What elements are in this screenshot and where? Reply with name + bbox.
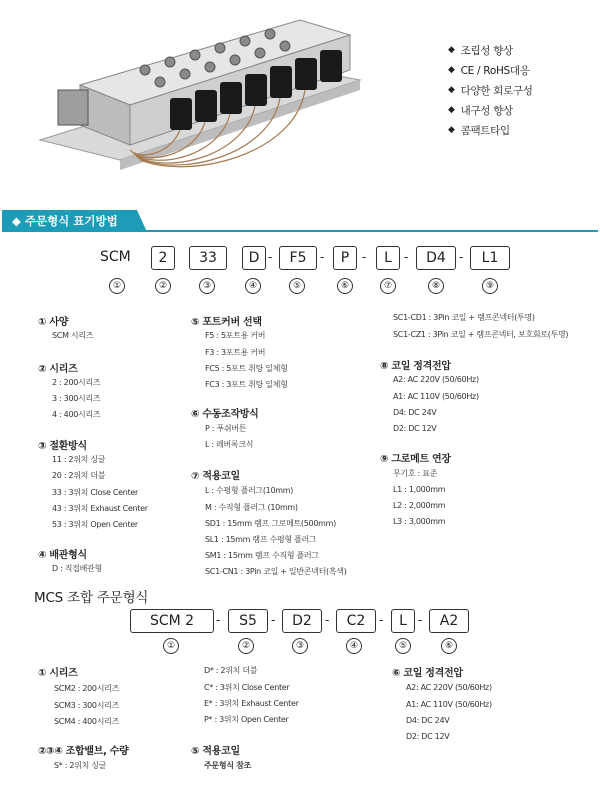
code-box: S5 (228, 609, 268, 633)
code-box: F5 (279, 246, 317, 270)
spec-item: SCM2 : 200시리즈 (54, 684, 119, 693)
code-dash: - (320, 250, 325, 264)
spec-item: SCM 시리즈 (52, 331, 94, 340)
code-box: D4 (416, 246, 456, 270)
spec-heading: ④ 배관형식 (38, 550, 87, 561)
spec-heading: ⑦ 적용코일 (191, 471, 240, 482)
marker-circle: ③ (292, 638, 308, 654)
code-prefix: SCM (100, 249, 131, 265)
spec-item: 3 : 300시리즈 (52, 394, 101, 403)
spec-item: A2: AC 220V (50/60Hz) (393, 375, 479, 384)
spec-item: SD1 : 15mm 램프 그로메트(500mm) (205, 519, 336, 528)
marker-circle: ⑤ (289, 278, 305, 294)
code-dash: - (459, 250, 464, 264)
feature-item: ◆ CE / RoHS대응 (448, 64, 530, 77)
spec-item: SCM3 : 300시리즈 (54, 701, 119, 710)
marker-circle: ⑤ (395, 638, 411, 654)
marker-circle: ④ (346, 638, 362, 654)
spec-item: E* : 3위치 Exhaust Center (204, 699, 299, 708)
spec-heading: ① 시리즈 (38, 668, 78, 679)
code-box: L (391, 609, 415, 633)
code-dash: - (362, 250, 367, 264)
spec-item: C* : 3위치 Close Center (204, 683, 290, 692)
spec-item: D* : 2위치 더블 (204, 666, 258, 675)
spec-heading: ⑤ 포트커버 선택 (191, 317, 262, 328)
spec-item: 2 : 200시리즈 (52, 378, 101, 387)
section-title: 주문형식 표기방법 (24, 214, 118, 228)
spec-item: FC3 : 3포트 취탕 일체형 (205, 380, 288, 389)
spec-item: A2: AC 220V (50/60Hz) (406, 683, 492, 692)
spec-heading: ③ 절환방식 (38, 441, 87, 452)
code-dash: - (404, 250, 409, 264)
section-header-line (2, 230, 598, 232)
marker-circle: ⑥ (441, 638, 457, 654)
spec-item: 20 : 2위치 더블 (52, 471, 106, 480)
spec-item: A1: AC 110V (50/60Hz) (406, 700, 492, 709)
spec-item: L : 수평형 플러그(10mm) (205, 486, 294, 495)
spec-item: 53 : 3위치 Open Center (52, 520, 138, 529)
spec-note: 주문형식 참조 (204, 761, 252, 770)
marker-circle: ⑥ (337, 278, 353, 294)
code-dash: - (216, 613, 221, 627)
spec-heading: ⑧ 코일 정격전압 (380, 361, 451, 372)
product-image (20, 10, 420, 190)
code-box: P (333, 246, 357, 270)
spec-item: D2: DC 12V (393, 424, 437, 433)
code-box: 33 (189, 246, 227, 270)
marker-circle: ⑦ (380, 278, 396, 294)
spec-item: SM1 : 15mm 램프 수직형 플러그 (205, 551, 319, 560)
spec-item: 4 : 400시리즈 (52, 410, 101, 419)
spec-heading: ⑤ 적용코일 (191, 746, 240, 757)
spec-item: SC1-CN1 : 3Pin 코일 + 일반콘넥터(흑색) (205, 567, 347, 576)
spec-item: 43 : 3위치 Exhaust Center (52, 504, 148, 513)
section-header (2, 210, 598, 232)
spec-item: M : 수직형 플러그 (10mm) (205, 503, 298, 512)
marker-circle: ② (155, 278, 171, 294)
spec-item: SCM4 : 400시리즈 (54, 717, 119, 726)
marker-circle: ② (238, 638, 254, 654)
spec-item: D : 직접배관형 (52, 564, 102, 573)
spec-item: L : 레버록크식 (205, 440, 254, 449)
spec-item: P : 푸쉬버튼 (205, 424, 247, 433)
code-box: L (376, 246, 400, 270)
spec-item: L1 : 1,000mm (393, 485, 446, 494)
spec-item: S* : 2위치 싱글 (54, 761, 107, 770)
spec-item: F5 : 5포트용 커버 (205, 331, 266, 340)
diamond-icon: ◆ (448, 125, 455, 135)
spec-item: SC1-CD1 : 3Pin 코일 + 램프콘넥터(투명) (393, 313, 535, 322)
diamond-icon: ◆ (12, 214, 25, 228)
spec-item: D2: DC 12V (406, 732, 450, 741)
code-box: D (242, 246, 266, 270)
code-dash: - (271, 613, 276, 627)
spec-heading: ⑥ 코일 정격전압 (392, 668, 463, 679)
marker-circle: ④ (245, 278, 261, 294)
feature-list (448, 40, 533, 140)
code-box: 2 (151, 246, 175, 270)
marker-circle: ① (109, 278, 125, 294)
spec-item: P* : 3위치 Open Center (204, 715, 289, 724)
spec-heading: ②③④ 조합밸브, 수량 (38, 746, 129, 757)
spec-item: SL1 : 15mm 램프 수평형 플러그 (205, 535, 317, 544)
spec-item: 33 : 3위치 Close Center (52, 488, 139, 497)
code-dash: - (268, 250, 273, 264)
spec-item: D4: DC 24V (406, 716, 450, 725)
code-dash: - (379, 613, 384, 627)
spec-item: D4: DC 24V (393, 408, 437, 417)
spec-item: A1: AC 110V (50/60Hz) (393, 392, 479, 401)
marker-circle: ⑧ (428, 278, 444, 294)
spec-heading: ⑨ 그로메트 연장 (380, 454, 451, 465)
spec-item: F3 : 3포트용 커버 (205, 348, 266, 357)
spec-item: 무기호 : 표준 (393, 469, 438, 478)
feature-item: ◆ 콤팩트타입 (448, 124, 510, 137)
marker-circle: ⑨ (482, 278, 498, 294)
diamond-icon: ◆ (448, 65, 455, 75)
marker-circle: ③ (199, 278, 215, 294)
feature-item: ◆ 내구성 향상 (448, 104, 513, 117)
marker-circle: ① (163, 638, 179, 654)
spec-heading: ① 사양 (38, 317, 69, 328)
spec-item: L3 : 3,000mm (393, 517, 446, 526)
spec-item: 11 : 2위치 싱글 (52, 455, 106, 464)
diamond-icon: ◆ (448, 45, 455, 55)
code-box: D2 (282, 609, 322, 633)
diamond-icon: ◆ (448, 85, 455, 95)
mcs-title: MCS 조합 주문형식 (34, 590, 149, 606)
code-dash: - (418, 613, 423, 627)
diamond-icon: ◆ (448, 105, 455, 115)
feature-item: ◆ 조립성 향상 (448, 44, 513, 57)
code-box: SCM 2 (130, 609, 214, 633)
spec-item: SC1-CZ1 : 3Pin 코일 + 램프콘넥터, 보호회로(투명) (393, 330, 569, 339)
spec-item: L2 : 2,000mm (393, 501, 446, 510)
feature-item: ◆ 다양한 회로구성 (448, 84, 533, 97)
code-box: A2 (429, 609, 469, 633)
code-box: C2 (336, 609, 376, 633)
spec-item: FC5 : 5포트 취탕 일체형 (205, 364, 288, 373)
code-dash: - (325, 613, 330, 627)
code-box: L1 (470, 246, 510, 270)
spec-heading: ② 시리즈 (38, 364, 78, 375)
spec-heading: ⑥ 수동조작방식 (191, 409, 259, 420)
